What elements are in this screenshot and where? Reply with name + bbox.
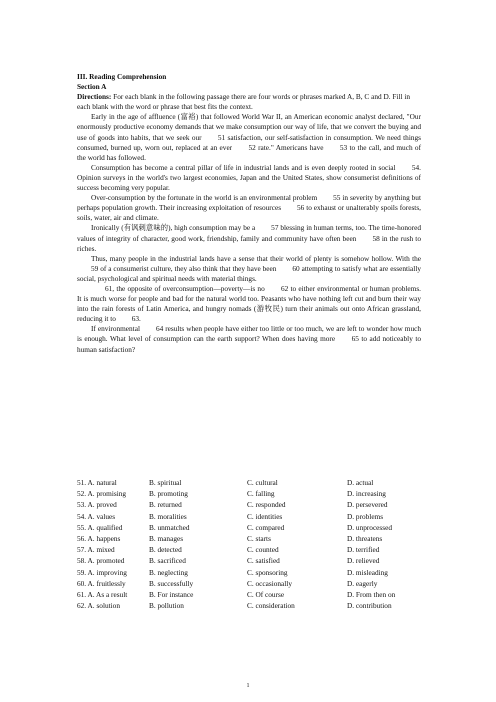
- option-choice-d: D. eagerly: [347, 578, 378, 588]
- option-choice-d: D. actual: [347, 478, 374, 487]
- blank-58: 58: [372, 233, 380, 243]
- option-choice-c: C. responded: [247, 500, 286, 510]
- option-choice-d: D. problems: [347, 511, 384, 521]
- directions-label: Directions:: [77, 92, 112, 102]
- passage-paragraph-5: [77, 254, 421, 284]
- option-row: [77, 489, 427, 500]
- page-number: 1: [246, 683, 250, 689]
- option-choice-a: 56. A. happens: [77, 533, 121, 543]
- option-choice-c: C. counted: [247, 545, 279, 555]
- option-choice-c: C. starts: [247, 533, 271, 543]
- passage-paragraph-6: [77, 284, 421, 324]
- option-choice-b: B. sacrificed: [149, 556, 186, 566]
- option-row: [77, 590, 427, 601]
- blank-59: 59: [91, 263, 99, 273]
- option-choice-d: D. threatens: [347, 533, 383, 543]
- blank-61: 61: [105, 283, 113, 293]
- section-subtitle: Section A: [77, 82, 107, 92]
- option-choice-a: 57. A. mixed: [77, 545, 115, 555]
- passage-paragraph-4: [77, 223, 421, 253]
- option-choice-c: C. satisfied: [247, 556, 280, 566]
- blank-63: 63: [131, 314, 140, 324]
- option-choice-d: D. persevered: [347, 500, 388, 510]
- option-row: [77, 601, 427, 612]
- blank-60: 60: [292, 263, 300, 273]
- text-run: in the rush to riches.: [77, 233, 421, 253]
- section-title: III. Reading Comprehension: [77, 72, 167, 81]
- option-row: [77, 534, 427, 545]
- option-choice-d: D. unprocessed: [347, 522, 392, 532]
- blank-62: 62: [280, 283, 289, 293]
- option-choice-b: B. successfully: [149, 578, 194, 588]
- option-row: [77, 500, 427, 511]
- option-choice-c: C. identities: [247, 511, 283, 521]
- option-choice-c: C. sponsoring: [247, 567, 288, 577]
- option-choice-a: 55. A. qualified: [77, 522, 123, 532]
- text-run: attempting to satisfy what are essentially social, psychological and spiritual needs with material things.: [77, 263, 421, 283]
- blank-54: 54: [411, 162, 420, 172]
- text-run: Ironically (有讽刺意味的), high consumption may be a: [91, 223, 258, 233]
- option-choice-b: B. returned: [149, 500, 182, 510]
- option-choice-c: C. cultural: [247, 478, 278, 487]
- blank-56: 56: [296, 203, 305, 213]
- option-choice-d: D. From then on: [347, 589, 396, 599]
- text-run: Consumption has become a central pillar of life in industrial lands and is even deeply rooted in social: [91, 162, 398, 172]
- option-choice-a: 62. A. solution: [77, 601, 120, 611]
- option-choice-a: 53. A. proved: [77, 500, 117, 510]
- text-run: to either environmental or human problems. It is much worse for people and bad for the natural world too. Peasants who have nothing left cut and burn their way into the rain forests of Latin America, and hungry nomads (游牧民) turn their animals out onto African grassland, reducing it to: [77, 283, 421, 324]
- option-choice-a: 60. A. fruitlessly: [77, 578, 126, 588]
- option-choice-c: C. occasionally: [247, 578, 292, 588]
- text-run: If environmental: [91, 324, 142, 334]
- text-run: blessing in human terms, too. The time-honored values of integrity of character, good work, friendship, family and community have often been: [77, 223, 421, 243]
- answer-options: [77, 478, 427, 612]
- directions: [77, 92, 421, 112]
- text-run: results when people have either too little or too much, we are left to wonder how much is enough. What level of consumption can the earth support? When does having more: [77, 324, 421, 344]
- option-choice-b: B. unmatched: [149, 522, 190, 532]
- blank-53: 53: [339, 142, 348, 152]
- option-row: [77, 478, 427, 489]
- option-choice-b: B. detected: [149, 545, 182, 555]
- option-choice-b: B. spiritual: [149, 478, 182, 487]
- text-run: to add noticeably to human satisfaction?: [77, 334, 421, 354]
- blank-55: 55: [333, 193, 341, 203]
- option-choice-a: 51. A. natural: [77, 478, 117, 487]
- option-choice-b: B. promoting: [149, 489, 188, 499]
- text-run: Over-consumption by the fortunate in the world is an environmental problem: [91, 193, 320, 203]
- text-run: Early in the age of affluence (富裕) that followed World War II, an American economic analyst declared, "Our enormously productive economy demands that we make consumption our way of life, that we convert the buying and use of goods into habits, that we seek our: [77, 112, 421, 142]
- option-choice-b: B. pollution: [149, 601, 184, 611]
- option-choice-d: D. relieved: [347, 556, 380, 566]
- option-choice-d: D. increasing: [347, 489, 386, 499]
- text-run: to the call, and much of the world has followed.: [77, 142, 422, 162]
- text-run: .: [139, 314, 141, 324]
- blank-52: 52: [248, 142, 256, 152]
- text-run: in severity by anything but perhaps population growth. Their increasing exploitation of resources: [77, 193, 421, 213]
- passage-paragraph-7: [77, 324, 421, 354]
- option-row: [77, 556, 427, 567]
- option-choice-d: D. terrified: [347, 545, 380, 555]
- passage-paragraph-3: [77, 193, 421, 223]
- option-choice-d: D. contribution: [347, 601, 392, 611]
- option-choice-b: B. neglecting: [149, 567, 188, 577]
- option-choice-d: D. misleading: [347, 567, 388, 577]
- option-choice-a: 54. A. values: [77, 511, 116, 521]
- option-choice-b: B. For instance: [149, 589, 194, 599]
- option-choice-a: 61. A. As a result: [77, 589, 128, 599]
- option-row: [77, 545, 427, 556]
- option-choice-c: C. consideration: [247, 601, 295, 611]
- blank-65: 65: [351, 334, 359, 344]
- text-run: . Opinion surveys in the world's two largest economies, Japan and the United States, show consumerist definitions of success becoming very popular.: [77, 162, 421, 193]
- text-run: , the opposite of overconsumption—poverty—is no: [112, 283, 267, 293]
- option-choice-a: 58. A. promoted: [77, 556, 125, 566]
- option-row: [77, 579, 427, 590]
- option-row: [77, 523, 427, 534]
- option-choice-c: C. falling: [247, 489, 275, 499]
- text-run: Thus, many people in the industrial lands have a sense that their world of plenty is somehow hollow. With the: [91, 253, 421, 263]
- option-choice-c: C. compared: [247, 522, 285, 532]
- option-choice-a: 52. A. promising: [77, 489, 127, 499]
- option-choice-a: 59. A. improving: [77, 567, 127, 577]
- option-choice-b: B. moralities: [149, 511, 187, 521]
- blank-57: 57: [271, 223, 279, 233]
- text-run: of a consumerist culture, they also think that they have been: [98, 263, 279, 273]
- text-run: rate." Americans have: [255, 142, 326, 152]
- passage-paragraph-1: [77, 112, 421, 162]
- text-run: to exhaust or unalterably spoils forests, soils, water, air and climate.: [77, 203, 422, 223]
- option-row: [77, 568, 427, 579]
- text-run: satisfaction, our self-satisfaction in consumption. We need things consumed, burned up, worn out, replaced at an ever: [77, 132, 421, 152]
- option-choice-b: B. manages: [149, 533, 184, 543]
- passage-paragraph-2: [77, 163, 421, 193]
- blank-64: 64: [155, 324, 164, 334]
- option-choice-c: C. Of course: [247, 589, 285, 599]
- option-row: [77, 512, 427, 523]
- blank-51: 51: [217, 132, 226, 142]
- directions-text: For each blank in the following passage there are four words or phrases marked A, B, C and D. Fill in each blank with the word or phrase that best fits the context.: [77, 92, 411, 112]
- reading-section: [77, 72, 421, 355]
